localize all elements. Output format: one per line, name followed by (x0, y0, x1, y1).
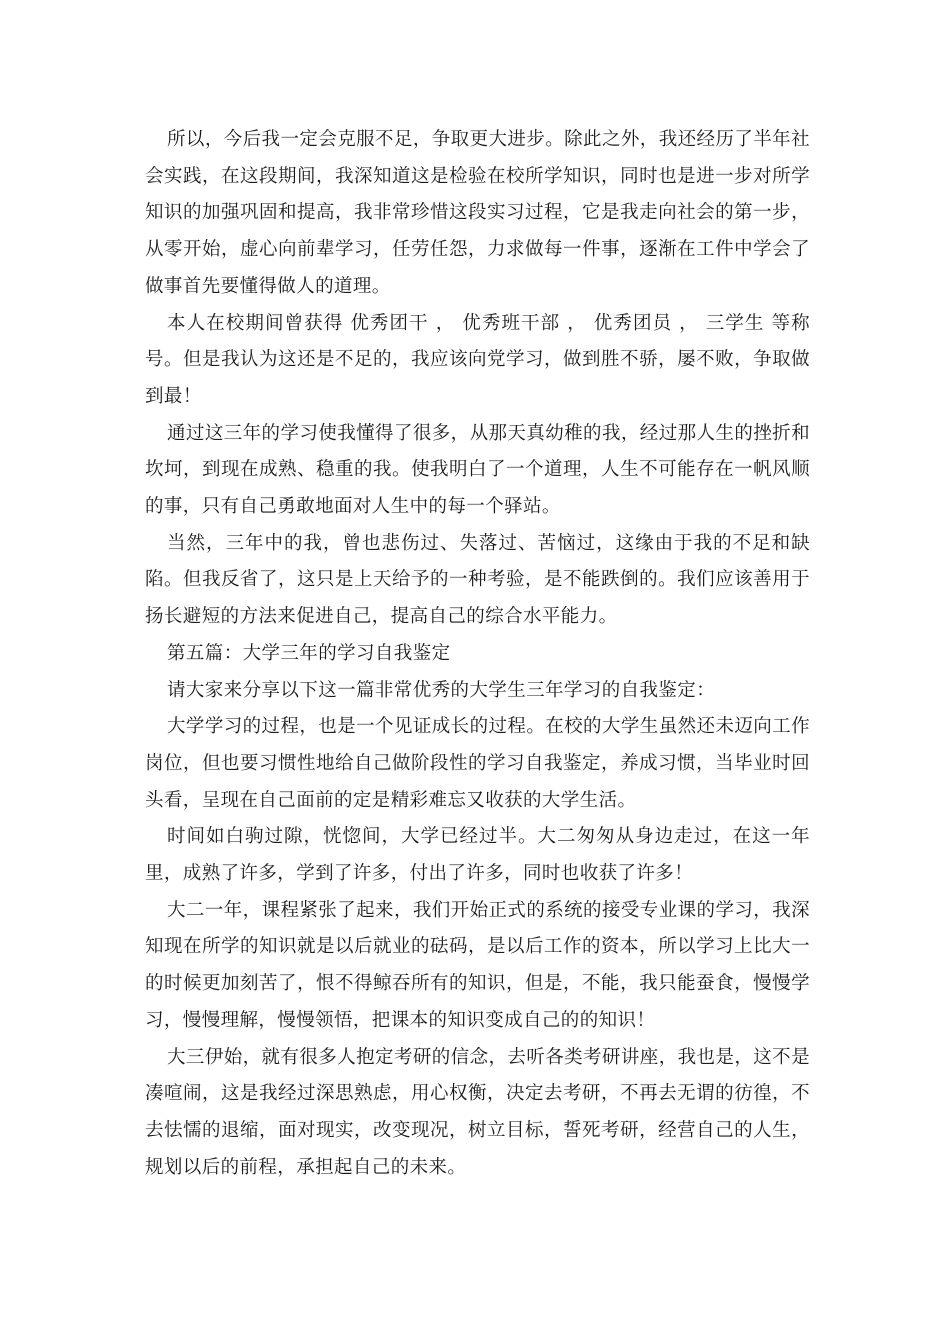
paragraph-2: 本人在校期间曾获得 优秀团干 ， 优秀班干部 ， 优秀团员 ， 三学生 等称号。但是我认为这还是不足的，我应该向党学习，做到胜不骄，屡不败，争取做到最！ (145, 312, 810, 407)
section-heading: 第五篇：大学三年的学习自我鉴定 (167, 642, 451, 664)
paragraph-1: 所以，今后我一定会克服不足，争取更大进步。除此之外，我还经历了半年社会实践，在这段期间，我深知道这是检验在校所学知识，同时也是进一步对所学知识的加强巩固和提高，我非常珍惜这段实习过程，它是我走向社会的第一步，从零开始，虚心向前辈学习，任劳任怨，力求做每一件事，逐渐在工件中学会了做事首先要懂得做人的道理。 (145, 129, 810, 297)
paragraph-3: 通过这三年的学习使我懂得了很多，从那天真幼稚的我，经过那人生的挫折和坎坷，到现在成熟、稳重的我。使我明白了一个道理，人生不可能存在一帆风顺的事，只有自己勇敢地面对人生中的每一个驿站。 (145, 422, 810, 518)
paragraph-7: 大二一年，课程紧张了起来，我们开始正式的系统的接受专业课的学习，我深知现在所学的知识就是以后就业的砝码，是以后工作的资本，所以学习上比大一的时候更加刻苦了，恨不得鲸吞所有的知识，但是，不能，我只能蚕食，慢慢学习，慢慢理解，慢慢领悟，把课本的知识变成自己的的知识！ (145, 899, 810, 1031)
paragraph-6: 时间如白驹过隙，恍惚间，大学已经过半。大二匆匆从身边走过，在这一年里，成熟了许多，学到了许多，付出了许多，同时也收获了许多！ (145, 826, 810, 885)
paragraph-8: 大三伊始，就有很多人抱定考研的信念，去听各类考研讲座，我也是，这不是凑喧闹，这是我经过深思熟虑，用心权衡，决定去考研，不再去无谓的彷徨，不去怯懦的退缩，面对现实，改变现况，树立目标，誓死考研，经营自己的人生，规划以后的前程，承担起自己的未来。 (145, 1046, 810, 1178)
document-body (145, 122, 810, 1186)
paragraph-4: 当然，三年中的我，曾也悲伤过、失落过、苦恼过，这缘由于我的不足和缺陷。但我反省了，这只是上天给予的一种考验，是不能跌倒的。我们应该善用于扬长避短的方法来促进自己，提高自己的综合水平能力。 (145, 532, 810, 628)
paragraph-intro: 请大家来分享以下这一篇非常优秀的大学生三年学习的自我鉴定： (167, 679, 716, 701)
paragraph-5: 大学学习的过程，也是一个见证成长的过程。在校的大学生虽然还未迈向工作岗位，但也要习惯性地给自己做阶段性的学习自我鉴定，养成习惯，当毕业时回头看，呈现在自己面前的定是精彩难忘又收获的大学生活。 (145, 716, 810, 811)
